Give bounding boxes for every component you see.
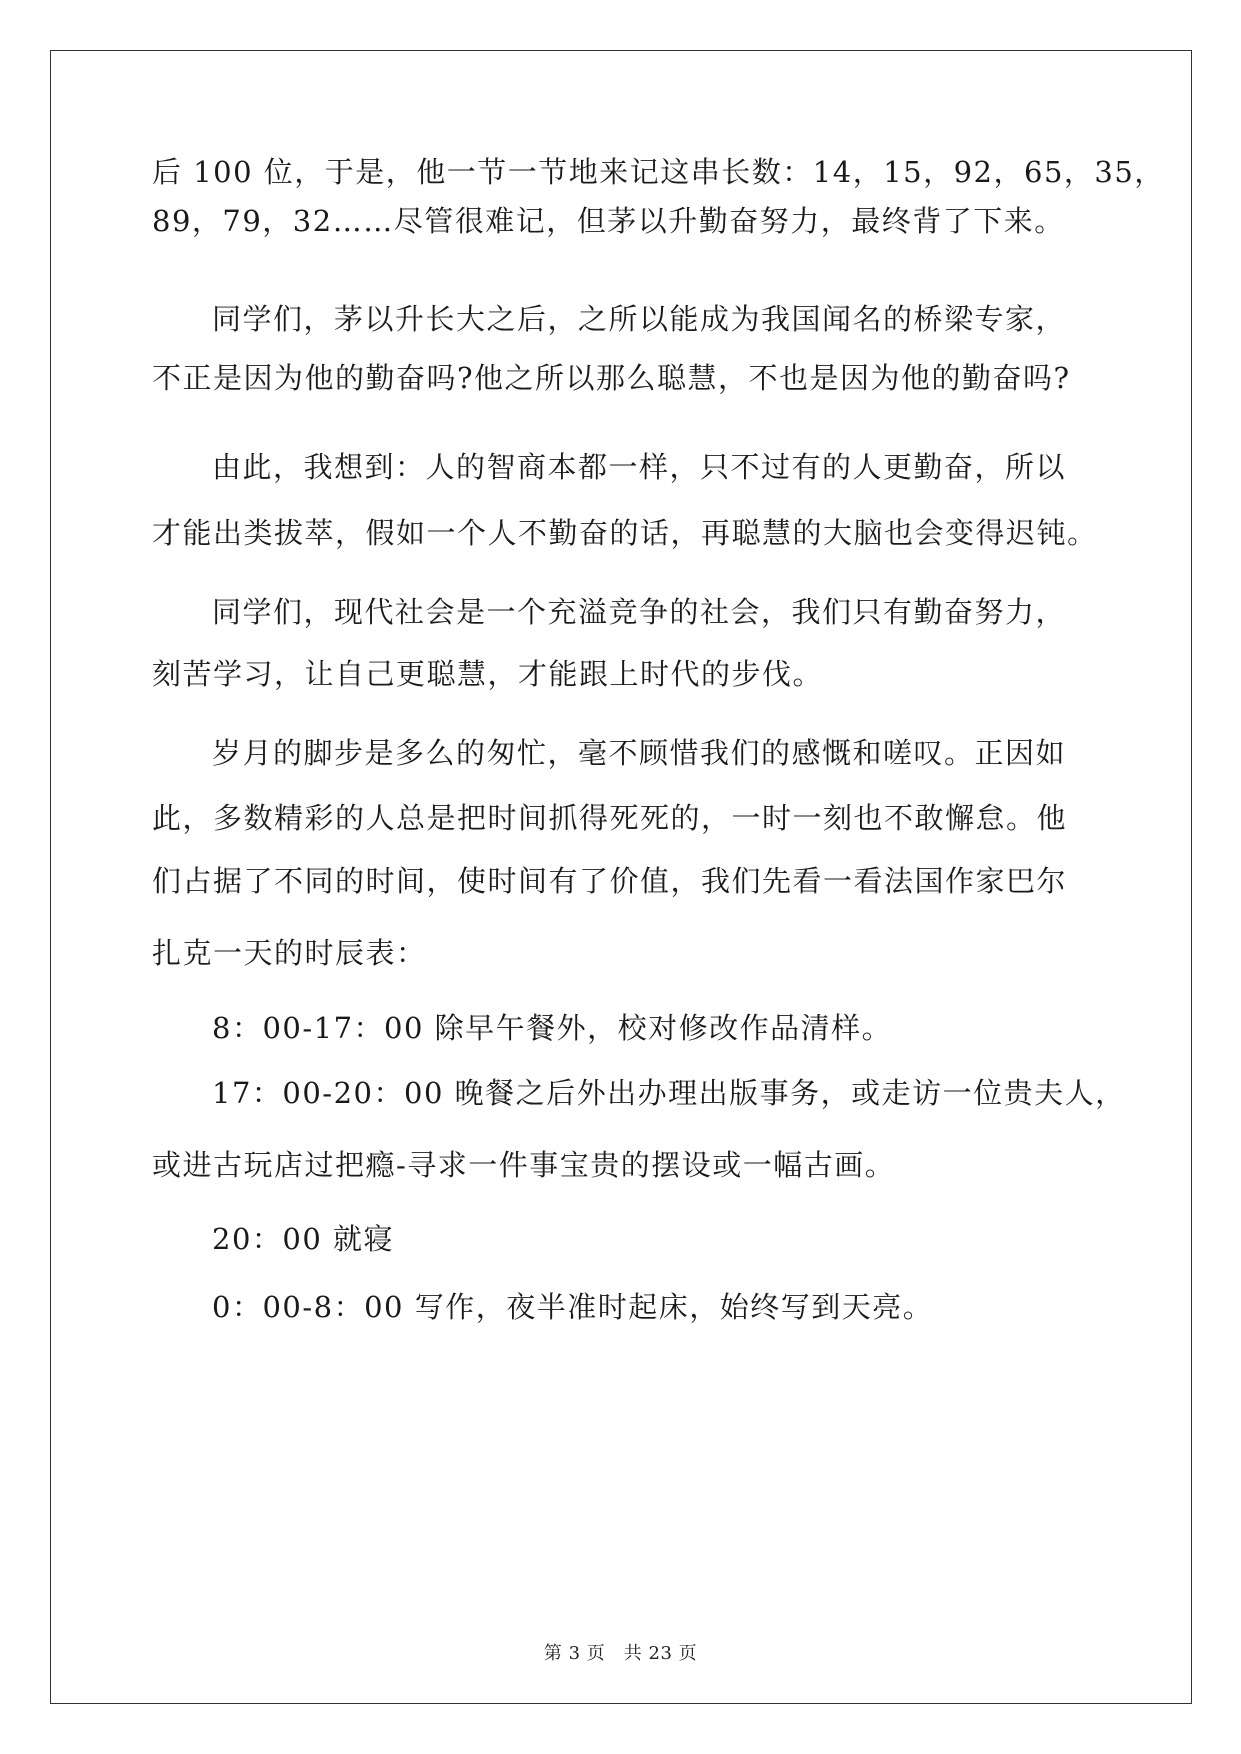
text-line-8: 刻苦学习，让自己更聪慧，才能跟上时代的步伐。: [152, 657, 824, 691]
schedule-line-3: 20：00 就寝: [212, 1222, 395, 1256]
text-line-9: 岁月的脚步是多么的匆忙，毫不顾惜我们的感慨和嗟叹。正因如: [212, 736, 1067, 770]
text-line-12: 扎克一天的时辰表：: [152, 936, 427, 970]
text-line-2: 89，79，32……尽管很难记，但茅以升勤奋努力，最终背了下来。: [152, 204, 1065, 238]
text-line-11: 们占据了不同的时间，使时间有了价值，我们先看一看法国作家巴尔: [152, 864, 1068, 898]
text-line-3: 同学们，茅以升长大之后，之所以能成为我国闻名的桥梁专家，: [212, 302, 1067, 336]
schedule-line-2: 17：00-20：00 晚餐之后外出办理出版事务，或走访一位贵夫人，: [212, 1076, 1126, 1110]
text-line-6: 才能出类拔萃，假如一个人不勤奋的话，再聪慧的大脑也会变得迟钝。: [152, 516, 1098, 550]
text-line-1: 后 100 位，于是，他一节一节地来记这串长数：14，15，92，65，35，: [152, 155, 1165, 189]
page-number-footer: 第 3 页 共 23 页: [543, 1643, 698, 1664]
text-line-10: 此，多数精彩的人总是把时间抓得死死的，一时一刻也不敢懈怠。他: [152, 801, 1068, 835]
schedule-line-4: 0：00-8：00 写作，夜半准时起床，始终写到天亮。: [212, 1290, 934, 1324]
schedule-line-1: 8：00-17：00 除早午餐外，校对修改作品清样。: [212, 1011, 893, 1045]
text-line-7: 同学们，现代社会是一个充溢竞争的社会，我们只有勤奋努力，: [212, 595, 1067, 629]
schedule-line-2-cont: 或进古玩店过把瘾-寻求一件事宝贵的摆设或一幅古画。: [152, 1148, 896, 1182]
text-line-4: 不正是因为他的勤奋吗?他之所以那么聪慧，不也是因为他的勤奋吗?: [152, 361, 1071, 395]
text-line-5: 由此，我想到：人的智商本都一样，只不过有的人更勤奋，所以: [212, 450, 1067, 484]
